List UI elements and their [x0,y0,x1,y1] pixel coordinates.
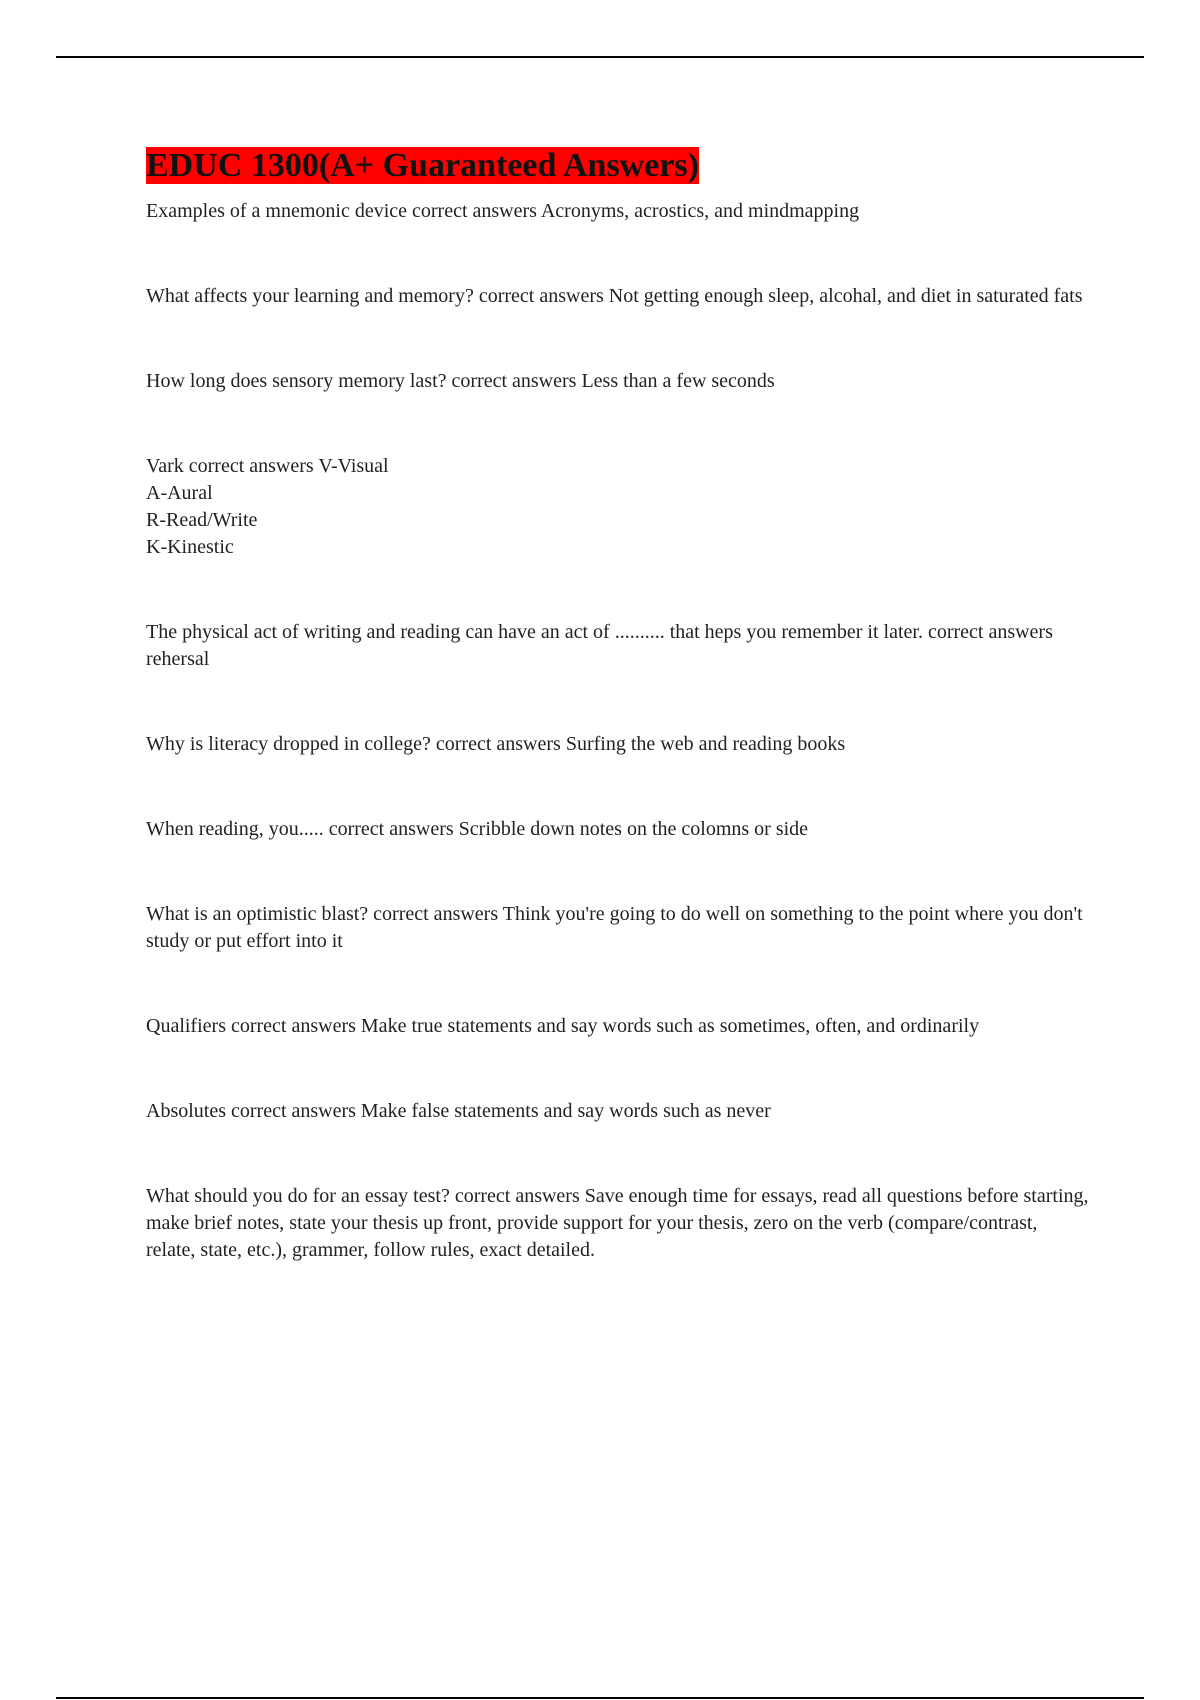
qa-text: Vark correct answers V-Visual [146,455,389,477]
qa-text: When reading, you..... correct answers Scribble down notes on the colomns or side [146,818,809,840]
qa-entry [146,731,1090,758]
qa-entry [146,816,1090,843]
qa-entry [146,453,1090,561]
qa-text: Examples of a mnemonic device correct answers Acronyms, acrostics, and mindmapping [146,200,860,222]
qa-entry [146,1013,1090,1040]
document-title [146,146,701,186]
footer-rule [56,1697,1144,1699]
qa-text: The physical act of writing and reading can have an act of .......... that heps you remember it later. correct answers rehersal [146,621,1053,670]
qa-text: What should you do for an essay test? correct answers Save enough time for essays, read all questions before starting, make brief notes, state your thesis up front, provide support for your thesis, zero on the verb (compare/contrast, relate, state, etc.), grammer, follow rules, exact detailed. [146,1185,1089,1261]
qa-text-continuation: K-Kinestic [146,536,234,558]
qa-entry [146,1183,1090,1264]
qa-entry [146,368,1090,395]
header-rule [56,56,1144,58]
qa-text: What affects your learning and memory? correct answers Not getting enough sleep, alcohal, and diet in saturated fats [146,285,1083,307]
qa-entry [146,619,1090,673]
qa-entry [146,283,1090,310]
document-body [146,146,1090,1264]
qa-text-continuation: R-Read/Write [146,509,258,531]
qa-entry [146,901,1090,955]
qa-entry [146,1098,1090,1125]
qa-text: What is an optimistic blast? correct answers Think you're going to do well on something to the point where you don't study or put effort into it [146,903,1083,952]
qa-text: How long does sensory memory last? correct answers Less than a few seconds [146,370,775,392]
qa-text: Absolutes correct answers Make false statements and say words such as never [146,1100,771,1122]
qa-text: Qualifiers correct answers Make true statements and say words such as sometimes, often, and ordinarily [146,1015,980,1037]
qa-text-continuation: A-Aural [146,482,213,504]
qa-text: Why is literacy dropped in college? correct answers Surfing the web and reading books [146,733,846,755]
qa-entry [146,198,1090,225]
document-title-text: EDUC 1300(A+ Guaranteed Answers) [146,147,699,184]
